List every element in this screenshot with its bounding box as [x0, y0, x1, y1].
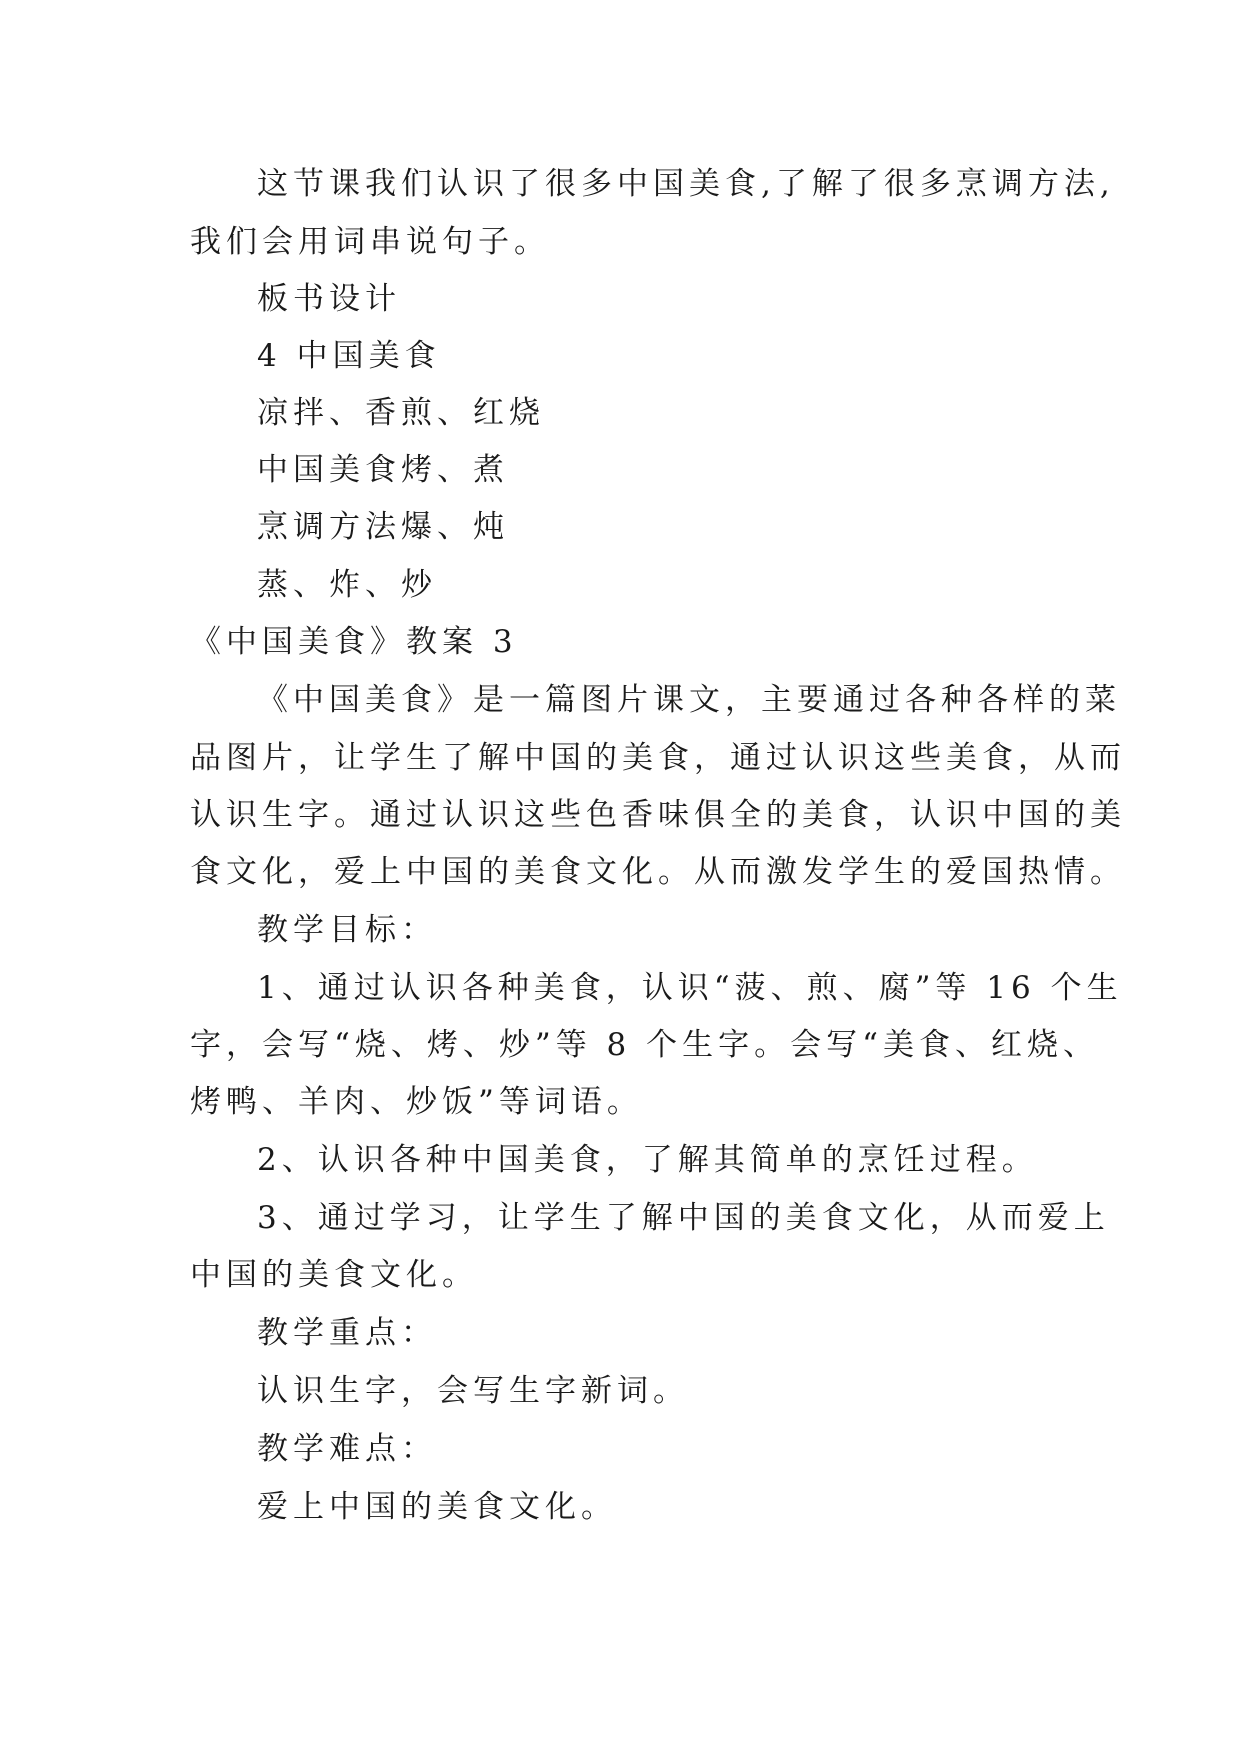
teaching-difficulty-heading: 教学难点：	[257, 1431, 437, 1467]
summary-paragraph-line-1: 这节课我们认识了很多中国美食,了解了很多烹调方法,	[257, 166, 1115, 202]
board-design-heading: 板书设计	[257, 281, 401, 317]
section-title-lesson-plan-3: 《中国美食》教案 3	[190, 624, 518, 660]
board-line-4: 蒸、炸、炒	[257, 567, 437, 603]
goal-3-line-1: 3、通过学习，让学生了解中国的美食文化，从而爱上	[257, 1200, 1110, 1236]
intro-paragraph-line-1: 《中国美食》是一篇图片课文，主要通过各种各样的菜	[257, 682, 1121, 718]
intro-paragraph-line-4: 食文化，爱上中国的美食文化。从而激发学生的爱国热情。	[190, 854, 1126, 890]
goal-1-line-2: 字，会写“烧、烤、炒”等 8 个生字。会写“美食、红烧、	[190, 1027, 1099, 1063]
intro-paragraph-line-3: 认识生字。通过认识这些色香味俱全的美食，认识中国的美	[190, 797, 1126, 833]
board-line-2: 中国美食烤、煮	[257, 452, 509, 488]
board-line-3: 烹调方法爆、炖	[257, 509, 509, 545]
teaching-goals-heading: 教学目标：	[257, 912, 437, 948]
teaching-focus-heading: 教学重点：	[257, 1315, 437, 1351]
summary-paragraph-line-2: 我们会用词串说句子。	[190, 224, 550, 260]
goal-2: 2、认识各种中国美食，了解其简单的烹饪过程。	[257, 1142, 1038, 1178]
goal-1-line-1: 1、通过认识各种美食，认识“菠、煎、腐”等 16 个生	[257, 970, 1123, 1006]
goal-3-line-2: 中国的美食文化。	[190, 1257, 478, 1293]
board-lesson-title: 4 中国美食	[257, 338, 441, 374]
goal-1-line-3: 烤鸭、羊肉、炒饭”等词语。	[190, 1084, 643, 1120]
teaching-focus-text: 认识生字，会写生字新词。	[257, 1373, 689, 1409]
board-line-1: 凉拌、香煎、红烧	[257, 395, 545, 431]
teaching-difficulty-text: 爱上中国的美食文化。	[257, 1489, 617, 1525]
intro-paragraph-line-2: 品图片，让学生了解中国的美食，通过认识这些美食，从而	[190, 740, 1126, 776]
